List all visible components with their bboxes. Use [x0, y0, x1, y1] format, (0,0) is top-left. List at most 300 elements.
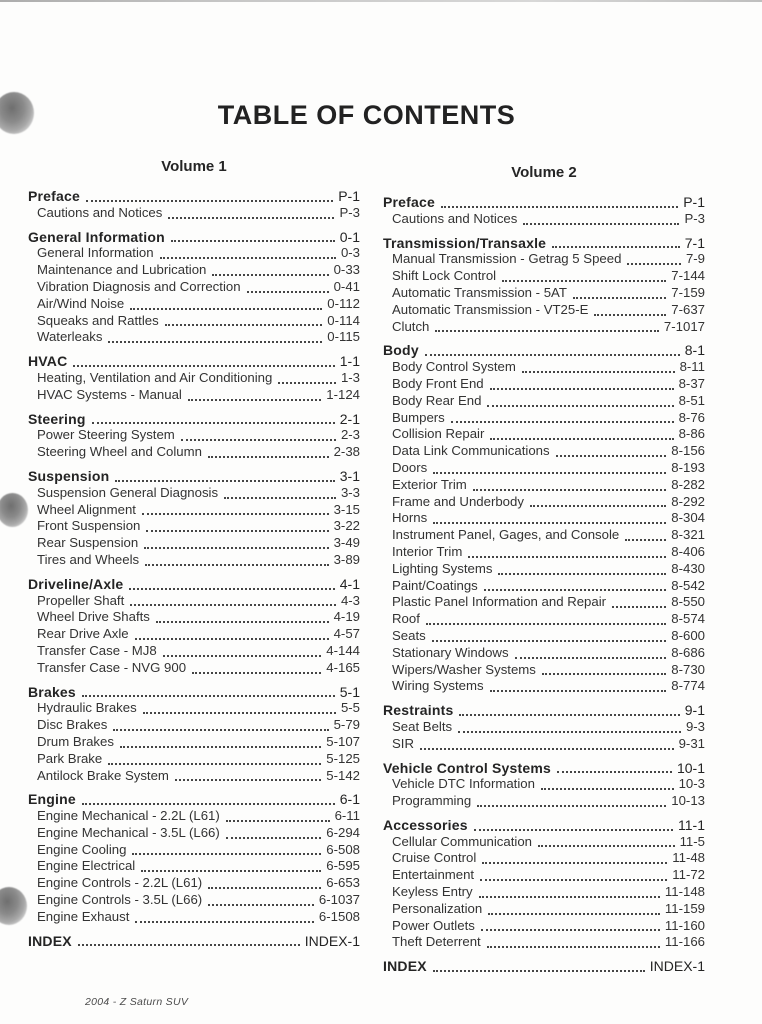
- toc-entry-label: Programming: [392, 793, 472, 809]
- toc-section-title-row: [28, 411, 360, 428]
- toc-page-number: 6-1508: [318, 908, 360, 924]
- toc-entry-row: [28, 296, 360, 313]
- toc-entry-label: Squeaks and Rattles: [37, 312, 159, 328]
- toc-entry-label: Engine Cooling: [37, 841, 127, 857]
- toc-page-number: 8-550: [671, 594, 705, 610]
- toc-entry-row: [383, 410, 705, 427]
- dot-leader: [433, 510, 666, 524]
- toc-entry-row: [383, 611, 705, 628]
- toc-entry-label: Clutch: [392, 318, 430, 334]
- toc-entry-row: [383, 901, 705, 918]
- dot-leader: [433, 460, 666, 474]
- toc-entry-label: HVAC Systems - Manual: [37, 386, 182, 402]
- toc-section-title-row: [383, 702, 705, 719]
- dot-leader: [420, 736, 674, 750]
- toc-section-title: Body: [383, 342, 419, 359]
- volume-2-column: [383, 164, 705, 975]
- toc-page-number: 8-11: [679, 359, 705, 375]
- toc-entry-row: [28, 245, 360, 262]
- dot-leader: [192, 660, 321, 674]
- toc-section-title: INDEX: [383, 958, 427, 975]
- toc-entry-label: Interior Trim: [392, 543, 463, 559]
- toc-section: [28, 353, 360, 403]
- toc-section: [28, 684, 360, 785]
- toc-entry-label: Data Link Communications: [392, 443, 550, 459]
- toc-entry-label: Theft Deterrent: [392, 934, 481, 950]
- dot-leader: [82, 684, 335, 698]
- toc-page-number: 3-22: [333, 518, 360, 534]
- toc-section-title-row: [383, 235, 705, 252]
- toc-entry-row: [383, 510, 705, 527]
- toc-entry-row: [383, 678, 705, 695]
- toc-section: [383, 342, 705, 695]
- dot-leader: [73, 353, 334, 367]
- dot-leader: [594, 302, 666, 316]
- toc-section-title: Accessories: [383, 816, 468, 833]
- toc-section: [28, 188, 360, 222]
- toc-entry-label: Cautions and Notices: [37, 204, 163, 220]
- toc-page-number: 11-148: [664, 884, 705, 900]
- toc-entry-label: Power Outlets: [392, 917, 475, 933]
- toc-section-title-row: [28, 933, 360, 950]
- toc-section-title-row: [28, 791, 360, 808]
- toc-page-number: 1-1: [339, 353, 360, 370]
- toc-entry-row: [28, 626, 360, 643]
- toc-entry-label: Cellular Communication: [392, 833, 532, 849]
- toc-entry-row: [28, 329, 360, 346]
- toc-section-title: Driveline/Axle: [28, 575, 124, 592]
- toc-section-title-row: [28, 353, 360, 370]
- dot-leader: [132, 842, 321, 856]
- toc-entry-row: [28, 593, 360, 610]
- toc-entry-label: Hydraulic Brakes: [37, 700, 137, 716]
- toc-page-number: 0-1: [339, 228, 360, 245]
- toc-entry-label: Wiring Systems: [392, 678, 484, 694]
- toc-entry-row: [383, 578, 705, 595]
- toc-page-number: 3-49: [333, 535, 360, 551]
- dot-leader: [247, 279, 329, 293]
- toc-entry-row: [383, 776, 705, 793]
- toc-entry-row: [28, 205, 360, 222]
- dot-leader: [625, 527, 666, 541]
- toc-page-number: 8-321: [671, 527, 705, 543]
- toc-page-number: 11-5: [679, 833, 705, 849]
- toc-section-title: Preface: [28, 188, 80, 204]
- dot-leader: [212, 262, 328, 276]
- toc-page-number: 4-165: [326, 659, 360, 675]
- toc-entry-label: Manual Transmission - Getrag 5 Speed: [392, 251, 622, 267]
- toc-entry-row: [28, 768, 360, 785]
- toc-page-number: INDEX-1: [304, 932, 360, 949]
- toc-entry-label: Vehicle DTC Information: [392, 776, 535, 792]
- toc-section: [383, 817, 705, 951]
- toc-entry-row: [28, 660, 360, 677]
- toc-section: [28, 229, 360, 347]
- toc-section-title-row: [28, 684, 360, 701]
- toc-section-title-row: [28, 188, 360, 205]
- dot-leader: [468, 544, 666, 558]
- dot-leader: [627, 251, 681, 265]
- toc-entry-label: Propeller Shaft: [37, 592, 125, 608]
- toc-page-number: 0-3: [340, 245, 360, 261]
- toc-entry-row: [28, 808, 360, 825]
- volume-2-heading: Volume 2: [511, 164, 577, 181]
- dot-leader: [556, 443, 667, 457]
- toc-section-title-row: [383, 817, 705, 834]
- dot-leader: [130, 296, 322, 310]
- dot-leader: [490, 376, 674, 390]
- toc-entry-label: Steering Wheel and Column: [37, 444, 202, 460]
- toc-section-title: General Information: [28, 228, 165, 245]
- toc-page-number: 5-125: [326, 750, 360, 766]
- toc-entry-row: [28, 643, 360, 660]
- toc-section-title: Preface: [383, 194, 435, 210]
- toc-section-title: Restraints: [383, 702, 454, 719]
- toc-entry-row: [383, 544, 705, 561]
- toc-entry-label: Power Steering System: [37, 427, 175, 443]
- toc-page-number: 3-15: [333, 501, 360, 517]
- dot-leader: [488, 901, 660, 915]
- toc-entry-label: Tires and Wheels: [37, 551, 140, 567]
- toc-page-number: 6-508: [326, 841, 360, 857]
- toc-entry-row: [383, 736, 705, 753]
- toc-entry-label: Roof: [392, 611, 420, 627]
- toc-entry-label: Body Front End: [392, 375, 484, 391]
- volume-1-sections: [28, 188, 360, 949]
- toc-page-number: 7-144: [671, 268, 705, 284]
- toc-page-number: P-3: [684, 210, 705, 226]
- toc-entry-row: [383, 359, 705, 376]
- toc-entry-label: Drum Brakes: [37, 733, 114, 749]
- volume-1-column: [28, 158, 360, 975]
- toc-entry-label: Personalization: [392, 900, 483, 916]
- toc-entry-label: Transfer Case - NVG 900: [37, 659, 187, 675]
- toc-entry-row: [28, 734, 360, 751]
- toc-entry-label: Automatic Transmission - 5AT: [392, 284, 567, 300]
- toc-entry-label: Exterior Trim: [392, 476, 467, 492]
- dot-leader: [441, 194, 678, 208]
- dot-leader: [435, 319, 659, 333]
- dot-leader: [108, 751, 321, 765]
- toc-entry-label: SIR: [392, 735, 414, 751]
- dot-leader: [541, 776, 674, 790]
- dot-leader: [115, 468, 334, 482]
- toc-entry-row: [28, 427, 360, 444]
- toc-page-number: 11-48: [672, 850, 705, 866]
- toc-section: [383, 235, 705, 336]
- toc-entry-row: [28, 909, 360, 926]
- toc-entry-label: Vibration Diagnosis and Correction: [37, 278, 241, 294]
- dot-leader: [473, 477, 667, 491]
- toc-entry-label: General Information: [37, 245, 154, 261]
- toc-entry-label: Horns: [392, 510, 428, 526]
- dot-leader: [482, 850, 667, 864]
- toc-entry-label: Instrument Panel, Gages, and Console: [392, 527, 620, 543]
- dot-leader: [498, 561, 666, 575]
- toc-page-number: P-1: [683, 194, 705, 210]
- dot-leader: [156, 609, 329, 623]
- toc-section: [383, 760, 705, 810]
- toc-entry-label: Cruise Control: [392, 850, 477, 866]
- toc-page-number: 11-1: [678, 816, 705, 833]
- dot-leader: [425, 342, 680, 356]
- toc-section-title-row: [28, 468, 360, 485]
- toc-entry-row: [28, 370, 360, 387]
- dot-leader: [145, 552, 328, 566]
- toc-page-number: 3-89: [333, 551, 360, 567]
- toc-page-number: 4-1: [339, 575, 360, 592]
- toc-entry-label: Transfer Case - MJ8: [37, 642, 157, 658]
- toc-section-title: INDEX: [28, 932, 72, 949]
- toc-page-number: 6-1: [339, 791, 360, 808]
- dot-leader: [135, 909, 314, 923]
- toc-page-number: 8-406: [671, 543, 705, 559]
- toc-entry-row: [28, 313, 360, 330]
- toc-page-number: P-1: [338, 188, 360, 204]
- toc-entry-row: [383, 268, 705, 285]
- toc-section: [28, 576, 360, 677]
- toc-entry-row: [28, 552, 360, 569]
- toc-entry-row: [28, 717, 360, 734]
- dot-leader: [523, 211, 679, 225]
- toc-page-number: 5-107: [326, 733, 360, 749]
- dot-leader: [458, 719, 681, 733]
- toc-entry-label: Seats: [392, 627, 426, 643]
- toc-entry-label: Body Control System: [392, 359, 516, 375]
- toc-entry-row: [28, 279, 360, 296]
- dot-leader: [208, 875, 321, 889]
- dot-leader: [459, 702, 679, 716]
- toc-entry-row: [383, 494, 705, 511]
- toc-entry-row: [383, 884, 705, 901]
- toc-entry-row: [28, 262, 360, 279]
- toc-entry-row: [28, 700, 360, 717]
- toc-entry-label: Park Brake: [37, 750, 103, 766]
- toc-columns: [28, 158, 705, 975]
- toc-page-number: 9-1: [684, 702, 705, 719]
- toc-entry-label: Disc Brakes: [37, 717, 108, 733]
- toc-section: [28, 791, 360, 925]
- toc-section: [383, 958, 705, 975]
- toc-entry-row: [28, 842, 360, 859]
- toc-entry-row: [383, 393, 705, 410]
- toc-section-title-row: [383, 342, 705, 359]
- toc-page-number: 8-292: [671, 493, 705, 509]
- toc-entry-label: Engine Controls - 2.2L (L61): [37, 875, 203, 891]
- toc-page-number: 10-1: [676, 759, 705, 776]
- toc-entry-label: Automatic Transmission - VT25-E: [392, 301, 589, 317]
- toc-entry-row: [383, 662, 705, 679]
- toc-entry-row: [28, 609, 360, 626]
- toc-entry-row: [28, 825, 360, 842]
- toc-entry-label: Engine Exhaust: [37, 908, 130, 924]
- toc-page-number: 0-41: [333, 278, 360, 294]
- toc-page-number: 8-76: [678, 409, 705, 425]
- toc-entry-label: Heating, Ventilation and Air Conditioning: [37, 369, 273, 385]
- dot-leader: [278, 370, 336, 384]
- dot-leader: [144, 535, 328, 549]
- toc-page-number: 2-1: [339, 410, 360, 427]
- toc-entry-row: [383, 850, 705, 867]
- dot-leader: [480, 867, 667, 881]
- toc-entry-label: Seat Belts: [392, 718, 453, 734]
- dot-leader: [490, 426, 673, 440]
- toc-entry-row: [383, 302, 705, 319]
- toc-page-number: 6-595: [326, 858, 360, 874]
- dot-leader: [130, 593, 336, 607]
- toc-page-number: 8-774: [671, 678, 705, 694]
- toc-page-number: 0-112: [327, 295, 360, 311]
- toc-entry-row: [28, 387, 360, 404]
- toc-entry-row: [383, 934, 705, 951]
- toc-page-number: 8-86: [678, 426, 705, 442]
- toc-section-title-row: [28, 229, 360, 246]
- footer-edition-label: 2004 - Z Saturn SUV: [85, 996, 189, 1008]
- toc-section-title-row: [383, 958, 705, 975]
- toc-section-title-row: [28, 576, 360, 593]
- toc-entry-label: Engine Mechanical - 3.5L (L66): [37, 824, 220, 840]
- toc-section-title-row: [383, 194, 705, 211]
- dot-leader: [226, 808, 330, 822]
- toc-page-number: 7-9: [685, 251, 705, 267]
- toc-section-title-row: [383, 760, 705, 777]
- toc-entry-row: [383, 211, 705, 228]
- dot-leader: [474, 817, 673, 831]
- toc-entry-label: Bumpers: [392, 409, 445, 425]
- toc-page-number: 7-1017: [663, 318, 705, 334]
- toc-entry-label: Air/Wind Noise: [37, 295, 125, 311]
- toc-page-number: 8-574: [671, 611, 705, 627]
- toc-entry-label: Maintenance and Lubrication: [37, 262, 207, 278]
- dot-leader: [78, 933, 300, 947]
- dot-leader: [573, 285, 666, 299]
- toc-page-number: 9-3: [685, 718, 705, 734]
- toc-entry-label: Waterleaks: [37, 329, 103, 345]
- toc-page-number: 11-72: [672, 867, 705, 883]
- toc-section-title: Steering: [28, 410, 86, 427]
- toc-entry-row: [383, 628, 705, 645]
- dot-leader: [168, 205, 334, 219]
- toc-section-title: Brakes: [28, 683, 76, 700]
- toc-page-number: 6-11: [334, 808, 360, 824]
- toc-entry-row: [28, 444, 360, 461]
- dot-leader: [557, 760, 672, 774]
- toc-entry-label: Entertainment: [392, 867, 475, 883]
- toc-entry-label: Lighting Systems: [392, 560, 493, 576]
- dot-leader: [208, 444, 329, 458]
- toc-entry-row: [28, 485, 360, 502]
- dot-leader: [226, 825, 321, 839]
- toc-entry-row: [383, 426, 705, 443]
- toc-page-number: 8-282: [671, 476, 705, 492]
- dot-leader: [479, 884, 660, 898]
- dot-leader: [171, 229, 335, 243]
- dot-leader: [141, 858, 321, 872]
- toc-page-number: 8-730: [671, 661, 705, 677]
- toc-entry-row: [383, 793, 705, 810]
- toc-section-title: Engine: [28, 791, 76, 808]
- toc-page-number: 8-542: [671, 577, 705, 593]
- toc-page-number: INDEX-1: [649, 958, 705, 975]
- page-title: TABLE OF CONTENTS: [217, 100, 516, 130]
- toc-page-number: 1-124: [326, 386, 360, 402]
- toc-entry-label: Engine Controls - 3.5L (L66): [37, 892, 203, 908]
- dot-leader: [552, 235, 680, 249]
- toc-entry-label: Keyless Entry: [392, 884, 473, 900]
- dot-leader: [142, 502, 329, 516]
- toc-entry-row: [383, 460, 705, 477]
- toc-page-number: 2-38: [333, 444, 360, 460]
- toc-page-number: 0-114: [327, 312, 360, 328]
- dot-leader: [129, 576, 334, 590]
- dot-leader: [165, 313, 323, 327]
- toc-entry-label: Stationary Windows: [392, 644, 509, 660]
- dot-leader: [113, 717, 328, 731]
- toc-page-number: 8-430: [671, 560, 705, 576]
- toc-page-number: 8-193: [671, 459, 705, 475]
- toc-entry-label: Wheel Alignment: [37, 501, 136, 517]
- toc-page-number: 8-156: [671, 443, 705, 459]
- dot-leader: [432, 628, 667, 642]
- toc-entry-label: Wipers/Washer Systems: [392, 661, 536, 677]
- dot-leader: [108, 329, 322, 343]
- toc-section: [383, 194, 705, 228]
- dot-leader: [160, 245, 336, 259]
- dot-leader: [502, 268, 666, 282]
- toc-section: [383, 702, 705, 752]
- toc-entry-label: Antilock Brake System: [37, 767, 169, 783]
- volume-2-sections: [383, 194, 705, 975]
- toc-entry-label: Rear Drive Axle: [37, 626, 129, 642]
- dot-leader: [135, 626, 329, 640]
- toc-entry-row: [383, 594, 705, 611]
- toc-entry-row: [28, 502, 360, 519]
- toc-page-number: 7-1: [684, 234, 705, 251]
- toc-page-number: 5-79: [333, 717, 360, 733]
- toc-entry-label: Collision Repair: [392, 426, 485, 442]
- toc-page-number: 8-304: [671, 510, 705, 526]
- dot-leader: [481, 918, 660, 932]
- toc-entry-row: [28, 875, 360, 892]
- dot-leader: [490, 678, 667, 692]
- toc-entry-row: [28, 858, 360, 875]
- toc-entry-row: [383, 867, 705, 884]
- toc-page-number: 8-686: [671, 644, 705, 660]
- toc-page-number: 4-144: [326, 642, 360, 658]
- toc-section: [28, 468, 360, 569]
- toc-entry-label: Body Rear End: [392, 392, 482, 408]
- toc-page-number: 6-1037: [318, 892, 360, 908]
- dot-leader: [433, 958, 645, 972]
- toc-page-number: 4-57: [333, 626, 360, 642]
- toc-entry-label: Cautions and Notices: [392, 210, 518, 226]
- toc-entry-row: [383, 285, 705, 302]
- toc-entry-label: Suspension General Diagnosis: [37, 484, 219, 500]
- toc-section-title: Vehicle Control Systems: [383, 759, 551, 776]
- toc-entry-row: [383, 918, 705, 935]
- toc-entry-row: [383, 477, 705, 494]
- dot-leader: [82, 791, 335, 805]
- dot-leader: [487, 934, 660, 948]
- toc-page-number: 8-37: [678, 375, 705, 391]
- scan-edge-artifact: [0, 0, 762, 2]
- toc-entry-row: [28, 518, 360, 535]
- toc-page-number: 4-19: [333, 609, 360, 625]
- toc-entry-row: [383, 443, 705, 460]
- toc-entry-row: [28, 751, 360, 768]
- toc-page-number: 10-3: [678, 776, 705, 792]
- toc-page-number: 9-31: [678, 735, 705, 751]
